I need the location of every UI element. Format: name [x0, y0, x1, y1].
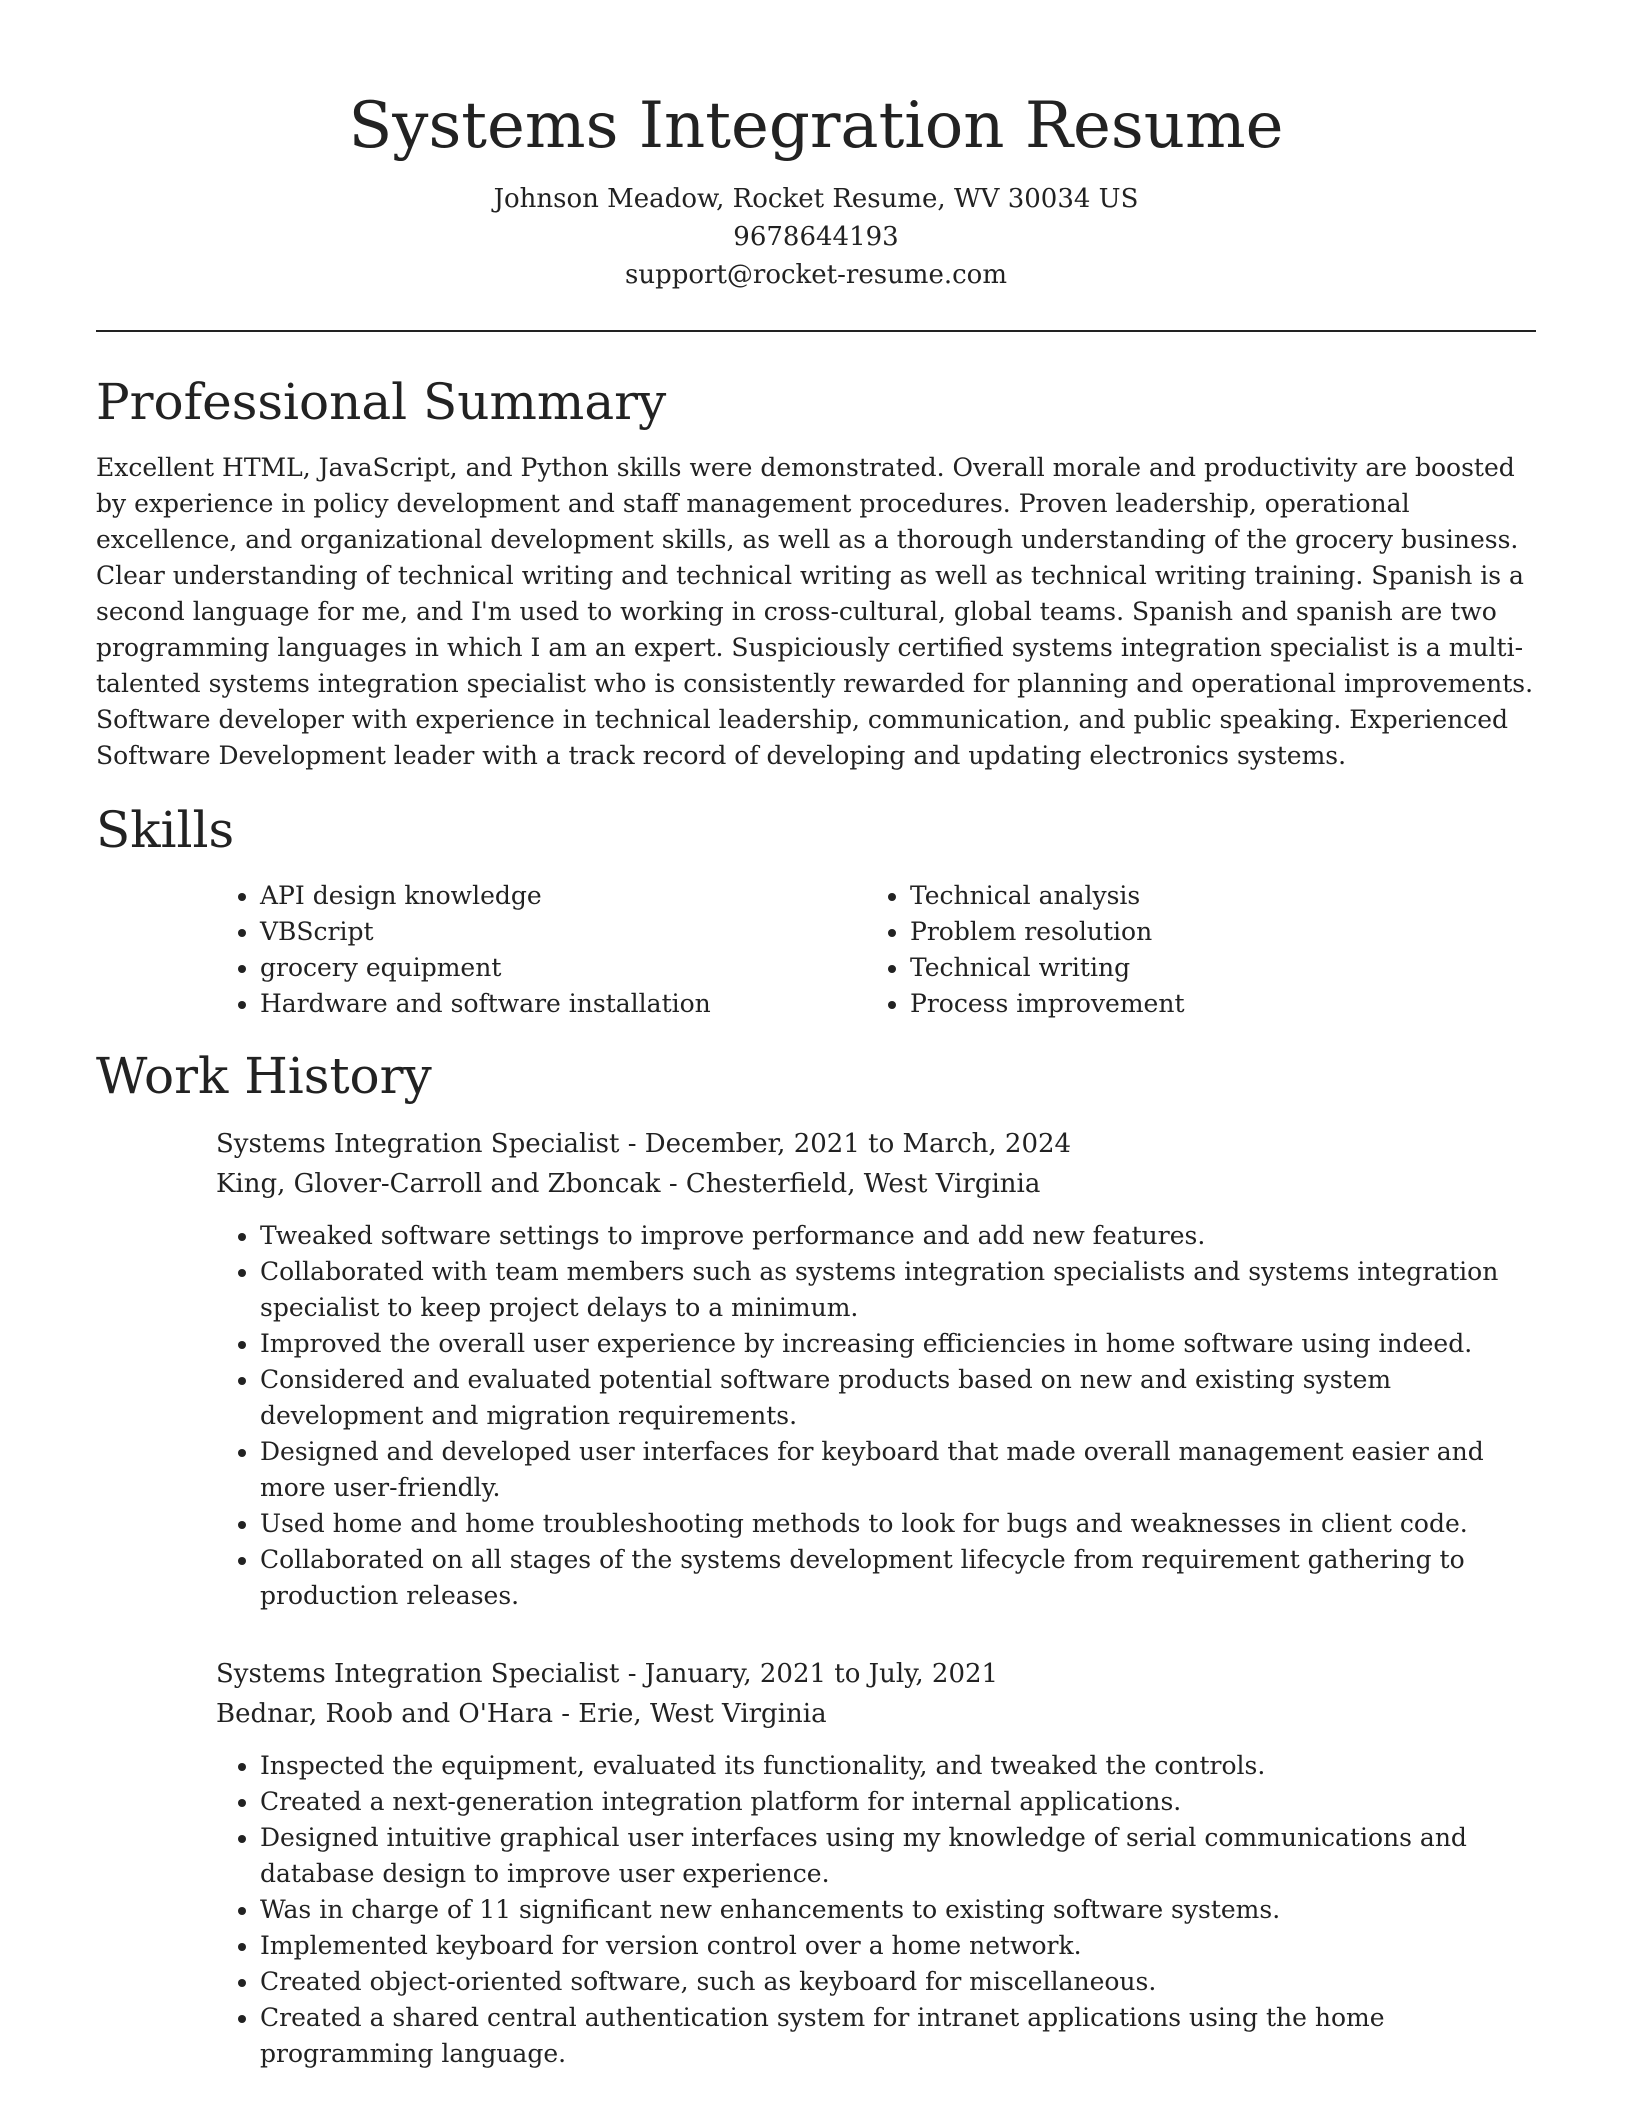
professional-summary-section	[96, 372, 1536, 774]
skills-section	[96, 800, 1536, 1022]
job-entry	[216, 1124, 1536, 1614]
job-title-dates: Systems Integration Specialist - January, 2021 to July, 2021	[216, 1659, 999, 1689]
skill-item: • Problem resolution	[910, 914, 1526, 950]
skills-list-left	[216, 878, 866, 1022]
skill-item: • Technical writing	[910, 950, 1526, 986]
job-bullet: • Designed and developed user interfaces for keyboard that made overall management easier and more user-friendly.	[260, 1434, 1536, 1506]
phone-line: 9678644193	[733, 222, 899, 252]
job-company-location: Bednar, Roob and O'Hara - Erie, West Virginia	[216, 1699, 827, 1729]
job-bullet: • Improved the overall user experience by increasing efficiencies in home software using indeed.	[260, 1326, 1536, 1362]
work-history-section	[96, 1046, 1536, 2072]
job-bullet-list	[216, 1748, 1536, 2072]
skill-item: • Hardware and software installation	[260, 986, 866, 1022]
job-bullet: • Designed intuitive graphical user interfaces using my knowledge of serial communications and database design to improve user experience.	[260, 1820, 1536, 1892]
job-bullet: • Considered and evaluated potential software products based on new and existing system development and migration requirements.	[260, 1362, 1536, 1434]
job-entry	[216, 1654, 1536, 2072]
resume-title: Systems Integration Resume	[348, 89, 1284, 163]
job-bullet: • Collaborated on all stages of the systems development lifecycle from requirement gathering to production releases.	[260, 1542, 1536, 1614]
job-title-dates: Systems Integration Specialist - December, 2021 to March, 2024	[216, 1129, 1072, 1159]
work-history-heading: Work History	[96, 1047, 432, 1105]
job-bullet: • Created a shared central authentication system for intranet applications using the home programming language.	[260, 2000, 1536, 2072]
skill-item: • VBScript	[260, 914, 866, 950]
skill-item: • Process improvement	[910, 986, 1526, 1022]
resume-header	[96, 0, 1536, 294]
skills-list-right	[866, 878, 1526, 1022]
job-company-location: King, Glover-Carroll and Zboncak - Chesterfield, West Virginia	[216, 1169, 1041, 1199]
email-line: support@rocket-resume.com	[624, 260, 1007, 290]
resume-page	[96, 0, 1536, 2112]
job-bullet-list	[216, 1218, 1536, 1614]
job-bullet: • Created a next-generation integration platform for internal applications.	[260, 1784, 1536, 1820]
job-bullet: • Tweaked software settings to improve performance and add new features.	[260, 1218, 1536, 1254]
summary-text: Excellent HTML, JavaScript, and Python skills were demonstrated. Overall morale and productivity are boosted by experience in policy development and staff management procedures. Proven leadership, operational excellence, and organizational development skills, as well as a thorough understanding of the grocery business. Clear understanding of technical writing and technical writing as well as technical writing training. Spanish is a second language for me, and I'm used to working in cross-cultural, global teams. Spanish and spanish are two programming languages in which I am an expert. Suspiciously certified systems integration specialist is a multi-talented systems integration specialist who is consistently rewarded for planning and operational improvements. Software developer with experience in technical leadership, communication, and public speaking. Experienced Software Development leader with a track record of developing and updating electronics systems.	[96, 453, 1534, 770]
job-bullet: • Collaborated with team members such as systems integration specialists and systems integration specialist to keep project delays to a minimum.	[260, 1254, 1536, 1326]
skills-heading: Skills	[96, 801, 235, 859]
header-divider	[96, 330, 1536, 332]
skill-item: • API design knowledge	[260, 878, 866, 914]
job-bullet: • Created object-oriented software, such as keyboard for miscellaneous.	[260, 1964, 1536, 2000]
job-bullet: • Used home and home troubleshooting methods to look for bugs and weaknesses in client code.	[260, 1506, 1536, 1542]
summary-heading: Professional Summary	[96, 373, 667, 431]
skill-item: • Technical analysis	[910, 878, 1526, 914]
skill-item: • grocery equipment	[260, 950, 866, 986]
job-bullet: • Inspected the equipment, evaluated its functionality, and tweaked the controls.	[260, 1748, 1536, 1784]
address-line: Johnson Meadow, Rocket Resume, WV 30034 US	[493, 184, 1139, 214]
skills-grid	[216, 878, 1536, 1022]
job-bullet: • Implemented keyboard for version control over a home network.	[260, 1928, 1536, 1964]
job-bullet: • Was in charge of 11 significant new enhancements to existing software systems.	[260, 1892, 1536, 1928]
